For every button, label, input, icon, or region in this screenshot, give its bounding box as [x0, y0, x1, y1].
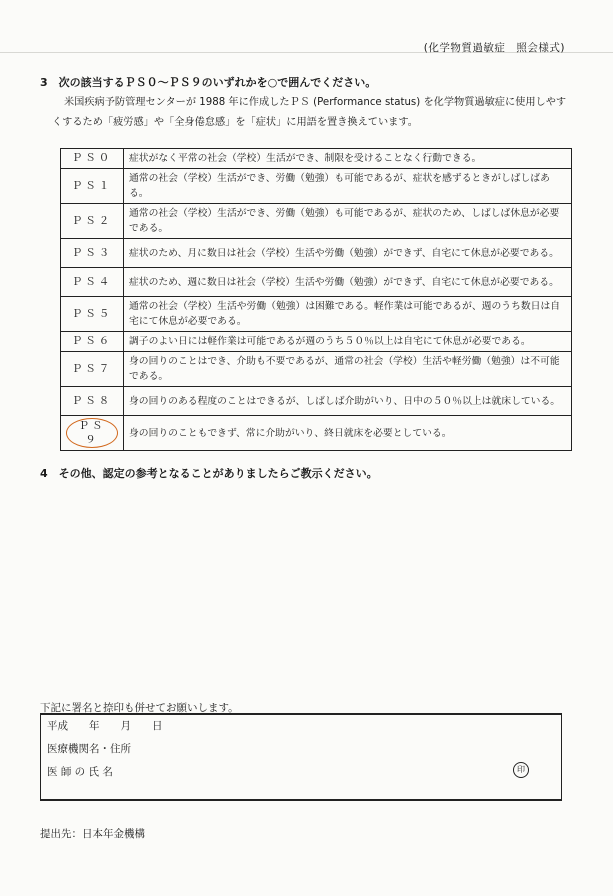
ps-label-selected[interactable] [61, 416, 124, 451]
ps-row[interactable] [61, 297, 572, 332]
ps-label[interactable]: ＰＳ８ [61, 387, 124, 416]
ps-row[interactable] [61, 352, 572, 387]
selection-circle: ＰＳ９ [66, 418, 118, 448]
institution-field[interactable]: 医療機関名・住所 [47, 743, 131, 755]
ps-label[interactable]: ＰＳ１ [61, 169, 124, 204]
ps-description: 通常の社会（学校）生活ができ、労働（勉強）も可能であるが、症状を感ずるときがしばしばある。 [124, 169, 572, 204]
ps-row[interactable] [61, 169, 572, 204]
ps-description: 身の回りのことはでき、介助も不要であるが、通常の社会（学校）生活や軽労働（勉強）は不可能である。 [124, 352, 572, 387]
question-4-title: 4 その他、認定の参考となることがありましたらご教示ください。 [40, 467, 378, 480]
form-type-note: (化学物質過敏症 照会様式) [423, 42, 565, 54]
ps-row[interactable] [61, 149, 572, 169]
signature-instruction: 下記に署名と捺印も併せてお願いします。 [40, 702, 239, 714]
ps-label[interactable]: ＰＳ７ [61, 352, 124, 387]
ps-description: 通常の社会（学校）生活や労働（勉強）は困難である。軽作業は可能であるが、週のうち数日は自宅にて休息が必要である。 [124, 297, 572, 332]
ps-label[interactable]: ＰＳ３ [61, 239, 124, 268]
ps-row[interactable] [61, 239, 572, 268]
ps-description: 身の回りのある程度のことはできるが、しばしば介助がいり、日中の５０％以上は就床している。 [124, 387, 572, 416]
ps-row[interactable] [61, 204, 572, 239]
question-3-title: 3 次の該当するＰＳ０～ＰＳ９のいずれかを○で囲んでください。 [40, 76, 377, 89]
signature-box [40, 713, 562, 801]
submit-to: 提出先：日本年金機構 [40, 828, 145, 840]
ps-table [60, 148, 572, 451]
ps-label[interactable]: ＰＳ０ [61, 149, 124, 169]
ps-row[interactable] [61, 387, 572, 416]
ps-label[interactable]: ＰＳ４ [61, 268, 124, 297]
ps-description: 身の回りのこともできず、常に介助がいり、終日就床を必要としている。 [124, 416, 572, 451]
doctor-name-field[interactable]: 医 師 の 氏 名 [47, 766, 113, 778]
seal-mark: 印 [513, 762, 529, 778]
ps-row-selected[interactable] [61, 416, 572, 451]
date-field[interactable]: 平成 年 月 日 [47, 720, 163, 732]
ps-description: 症状のため、月に数日は社会（学校）生活や労働（勉強）ができず、自宅にて休息が必要である。 [124, 239, 572, 268]
ps-label[interactable]: ＰＳ５ [61, 297, 124, 332]
ps-description: 症状のため、週に数日は社会（学校）生活や労働（勉強）ができず、自宅にて休息が必要である。 [124, 268, 572, 297]
question-3-description: 米国疾病予防管理センターが 1988 年に作成したＰＳ (Performance status) を化学物質過敏症に使用しやすくするため「疲労感」や「全身倦怠感」を「症状」に用語を置き換えています。 [52, 97, 567, 128]
ps-label[interactable]: ＰＳ２ [61, 204, 124, 239]
ps-label[interactable]: ＰＳ６ [61, 332, 124, 352]
ps-description: 調子のよい日には軽作業は可能であるが週のうち５０％以上は自宅にて休息が必要である。 [124, 332, 572, 352]
ps-row[interactable] [61, 332, 572, 352]
ps-description: 通常の社会（学校）生活ができ、労働（勉強）も可能であるが、症状のため、しばしば休息が必要である。 [124, 204, 572, 239]
ps-description: 症状がなく平常の社会（学校）生活ができ、制限を受けることなく行動できる。 [124, 149, 572, 169]
ps-row[interactable] [61, 268, 572, 297]
